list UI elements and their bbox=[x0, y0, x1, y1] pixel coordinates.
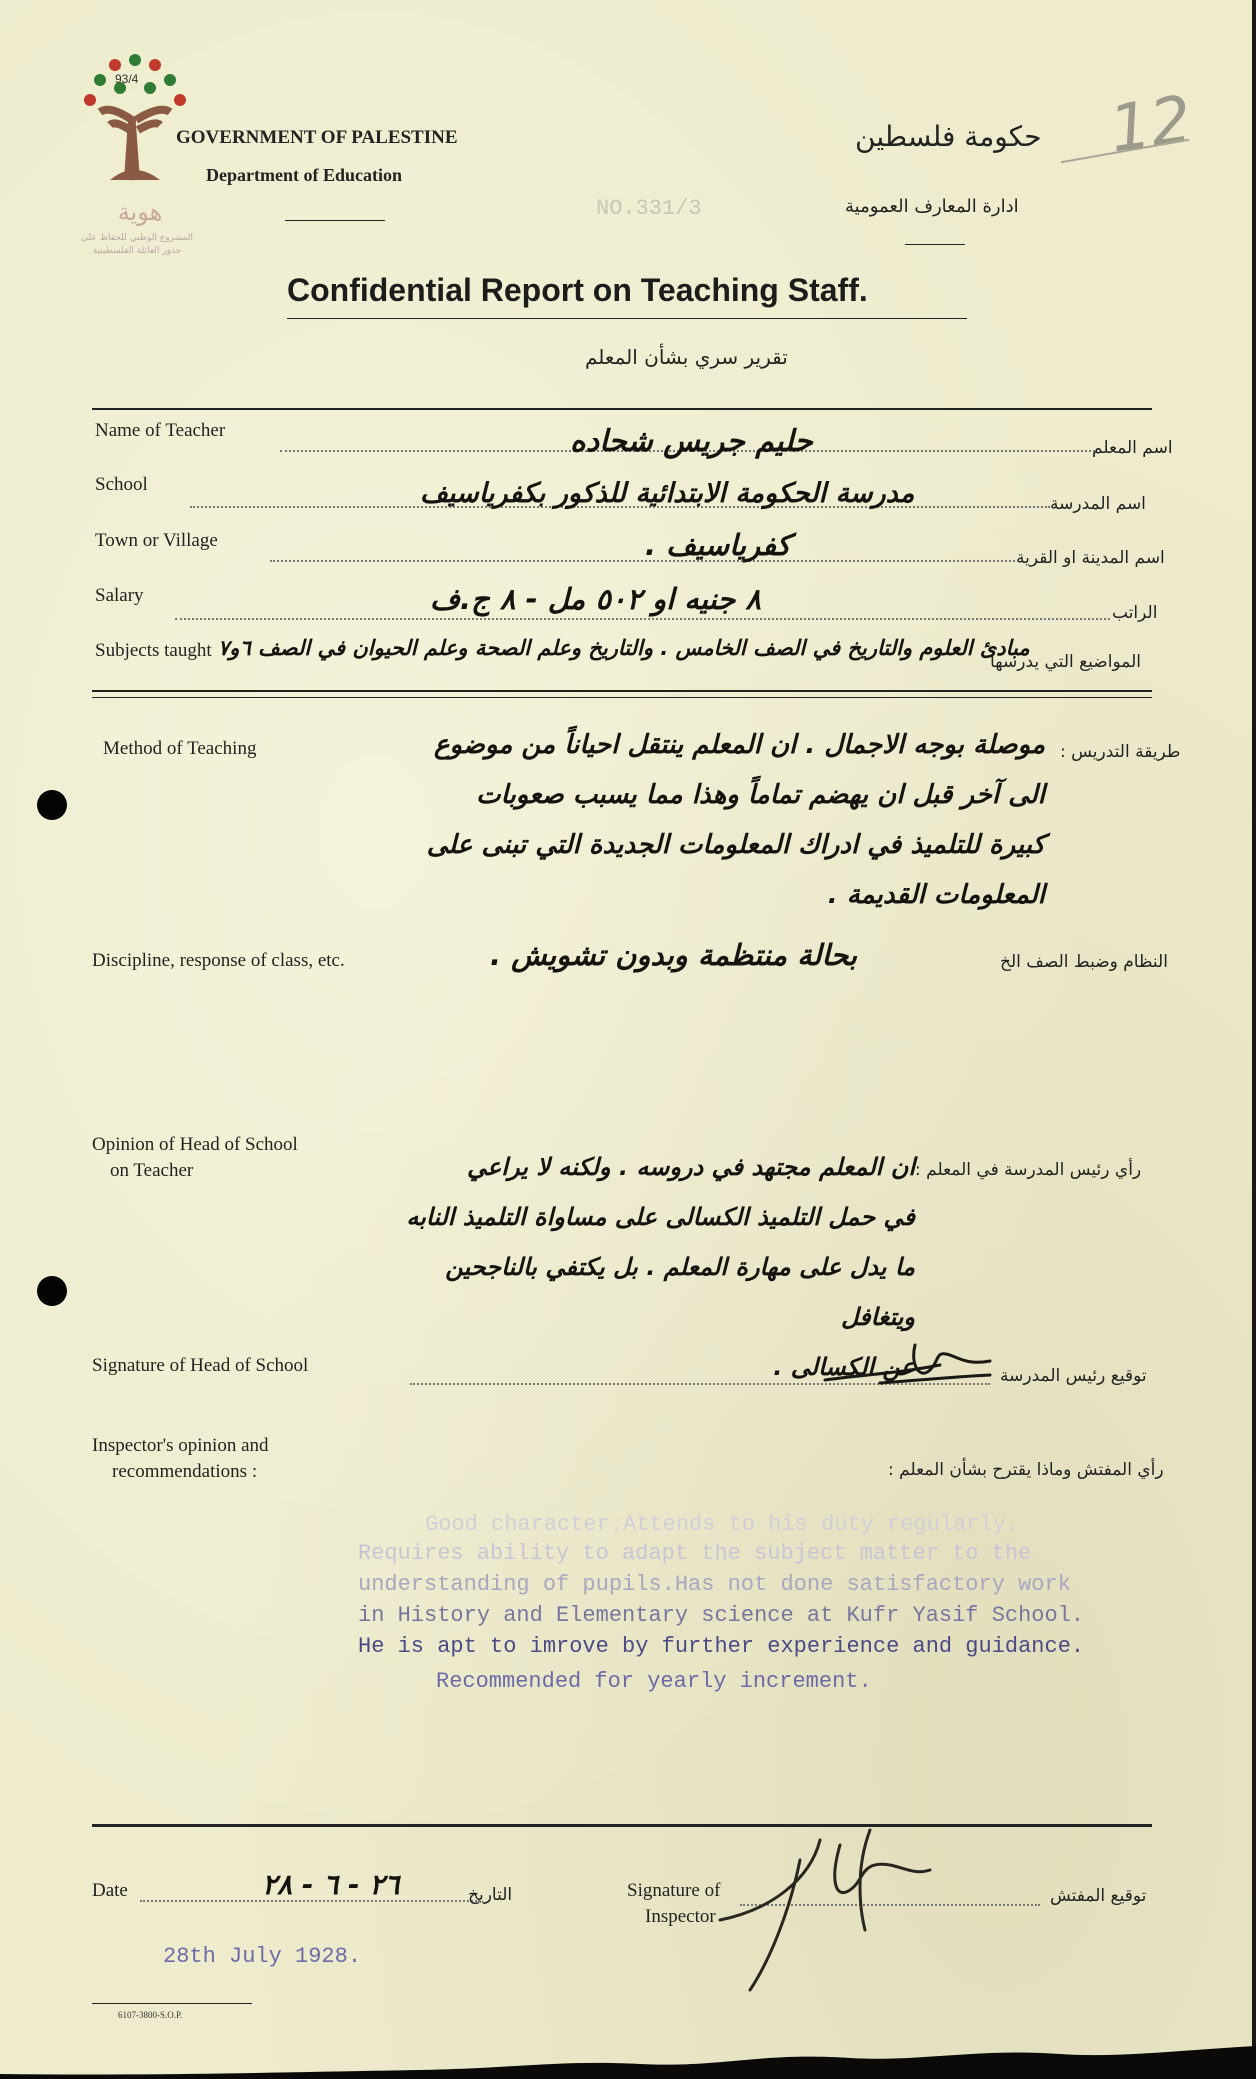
head-opinion-label-ar: رأي رئيس المدرسة في المعلم : bbox=[915, 1160, 1142, 1180]
hawiya-logo bbox=[70, 50, 200, 280]
section-rule-3 bbox=[92, 1824, 1152, 1827]
inspector-label-2: recommendations : bbox=[112, 1461, 258, 1482]
method-line-2: الى آخر قبل ان يهضم تماماً وهذا مما يسبب صعوبات bbox=[476, 780, 1045, 810]
discipline-label: Discipline, response of class, etc. bbox=[92, 950, 345, 971]
date-label-ar: التاريخ bbox=[468, 1885, 513, 1905]
head-signature-label: Signature of Head of School bbox=[92, 1355, 309, 1376]
date-value: ٢٦ - ٦ - ٢٨ bbox=[262, 1868, 400, 1901]
report-title: Confidential Report on Teaching Staff. bbox=[287, 272, 868, 308]
torn-edge bbox=[0, 2040, 1256, 2079]
method-label: Method of Teaching bbox=[103, 738, 257, 759]
inspector-typed-line-2: Requires ability to adapt the subject matter to the bbox=[358, 1541, 1032, 1566]
town-value: كفرياسيف . bbox=[645, 528, 791, 562]
salary-value: ٨ جنيه او ٥٠٢ مل - ٨ ج.ف bbox=[430, 582, 761, 616]
head-opinion-line-2: في حمل التلميذ الكسالى على مساواة التلميذ النابه bbox=[406, 1203, 915, 1231]
inspector-typed-line-6: Recommended for yearly increment. bbox=[436, 1669, 872, 1694]
punch-hole-bottom bbox=[37, 1276, 67, 1306]
method-line-1: موصلة بوجه الاجمال . ان المعلم ينتقل احياناً من موضوع bbox=[433, 730, 1045, 760]
school-value: مدرسة الحكومة الابتدائية للذكور بكفرياسيف bbox=[420, 478, 915, 509]
inspector-typed-line-1: Good character.Attends to his duty regularly. bbox=[425, 1512, 1020, 1537]
head-opinion-line-3: ما يدل على مهارة المعلم . بل يكتفي بالناجحين ويتغافل bbox=[445, 1253, 915, 1331]
date-label: Date bbox=[92, 1880, 128, 1901]
inspector-typed-line-3: understanding of pupils.Has not done satisfactory work bbox=[358, 1572, 1071, 1597]
head-opinion-line-4: عن الكسالى . bbox=[773, 1353, 915, 1381]
header-divider-left bbox=[285, 220, 385, 221]
head-opinion-label-1: Opinion of Head of School bbox=[92, 1134, 298, 1155]
head-opinion-label-2: on Teacher bbox=[110, 1160, 194, 1181]
name-label: Name of Teacher bbox=[95, 420, 226, 441]
dept-title-en: Department of Education bbox=[206, 165, 402, 185]
inspector-label-ar: رأي المفتش وماذا يقترح بشأن المعلم : bbox=[888, 1460, 1164, 1480]
title-underline bbox=[287, 318, 967, 319]
gov-title-en: GOVERNMENT OF PALESTINE bbox=[176, 127, 458, 148]
logo-brand: هوية bbox=[117, 198, 163, 226]
print-code-rule bbox=[92, 2003, 252, 2004]
subjects-label: Subjects taught bbox=[95, 640, 212, 661]
school-label: School bbox=[95, 474, 148, 495]
logo-tagline-2: جذور العائلة الفلسطينية bbox=[92, 246, 182, 256]
salary-label: Salary bbox=[95, 585, 144, 606]
subjects-label-ar: المواضيع التي يدرسها bbox=[990, 652, 1141, 672]
gov-title-ar: حكومة فلسطين bbox=[855, 120, 1042, 153]
town-line bbox=[270, 560, 1015, 562]
header-divider-right bbox=[905, 244, 965, 245]
inspector-typed-line-4: in History and Elementary science at Kufr Yasif School. bbox=[358, 1603, 1085, 1628]
town-label-ar: اسم المدينة او القرية bbox=[1016, 548, 1165, 568]
logo-fraction: 93/4 bbox=[115, 72, 139, 86]
inspector-signature-label-ar: توقيع المفتش bbox=[1050, 1886, 1147, 1906]
inspector-signature-label-1: Signature of bbox=[627, 1880, 721, 1901]
method-label-ar: طريقة التدريس : bbox=[1060, 742, 1181, 762]
town-label: Town or Village bbox=[95, 530, 218, 551]
section-rule-2b bbox=[92, 697, 1152, 698]
page-number: 12 bbox=[1105, 82, 1197, 168]
head-opinion-line-1: ان المعلم مجتهد في دروسه . ولكنه لا يراعي bbox=[466, 1153, 915, 1181]
section-rule-2 bbox=[92, 690, 1152, 692]
section-rule-1 bbox=[92, 408, 1152, 410]
inspector-signature-image bbox=[690, 1820, 940, 2000]
reference-number: NO.331/3 bbox=[596, 196, 702, 221]
logo-tagline-1: المشروع الوطني للحفاظ على bbox=[80, 233, 193, 243]
tree-logo-icon bbox=[70, 50, 200, 190]
subjects-value: مبادئ العلوم والتاريخ في الصف الخامس . والتاريخ وعلم الصحة وعلم الحيوان في الصف ٦و٧ bbox=[218, 636, 1030, 660]
head-signature-label-ar: توقيع رئيس المدرسة bbox=[1000, 1366, 1147, 1386]
print-code: 6107-3800-S.O.P. bbox=[118, 2010, 183, 2020]
name-label-ar: اسم المعلم bbox=[1092, 438, 1173, 458]
method-line-3: كبيرة للتلميذ في ادراك المعلومات الجديدة التي تبنى على bbox=[426, 830, 1045, 860]
method-text bbox=[365, 720, 1045, 920]
method-line-4: المعلومات القديمة . bbox=[827, 880, 1045, 910]
school-label-ar: اسم المدرسة bbox=[1050, 494, 1146, 514]
salary-line bbox=[175, 618, 1110, 620]
punch-hole-top bbox=[37, 790, 67, 820]
discipline-label-ar: النظام وضبط الصف الخ bbox=[1000, 952, 1168, 972]
dept-title-ar: ادارة المعارف العمومية bbox=[845, 196, 1019, 217]
report-title-ar: تقرير سري بشأن المعلم bbox=[585, 345, 788, 369]
inspector-label-1: Inspector's opinion and bbox=[92, 1435, 269, 1456]
typed-date: 28th July 1928. bbox=[163, 1944, 362, 1969]
inspector-signature-label-2: Inspector bbox=[645, 1906, 716, 1927]
head-signature-image bbox=[820, 1335, 1000, 1395]
name-value: حليم جريس شحاده bbox=[570, 424, 813, 459]
inspector-typed-line-5: He is apt to imrove by further experience and guidance. bbox=[358, 1634, 1085, 1659]
salary-label-ar: الراتب bbox=[1112, 603, 1158, 623]
discipline-value: بحالة منتظمة وبدون تشويش . bbox=[490, 938, 858, 972]
